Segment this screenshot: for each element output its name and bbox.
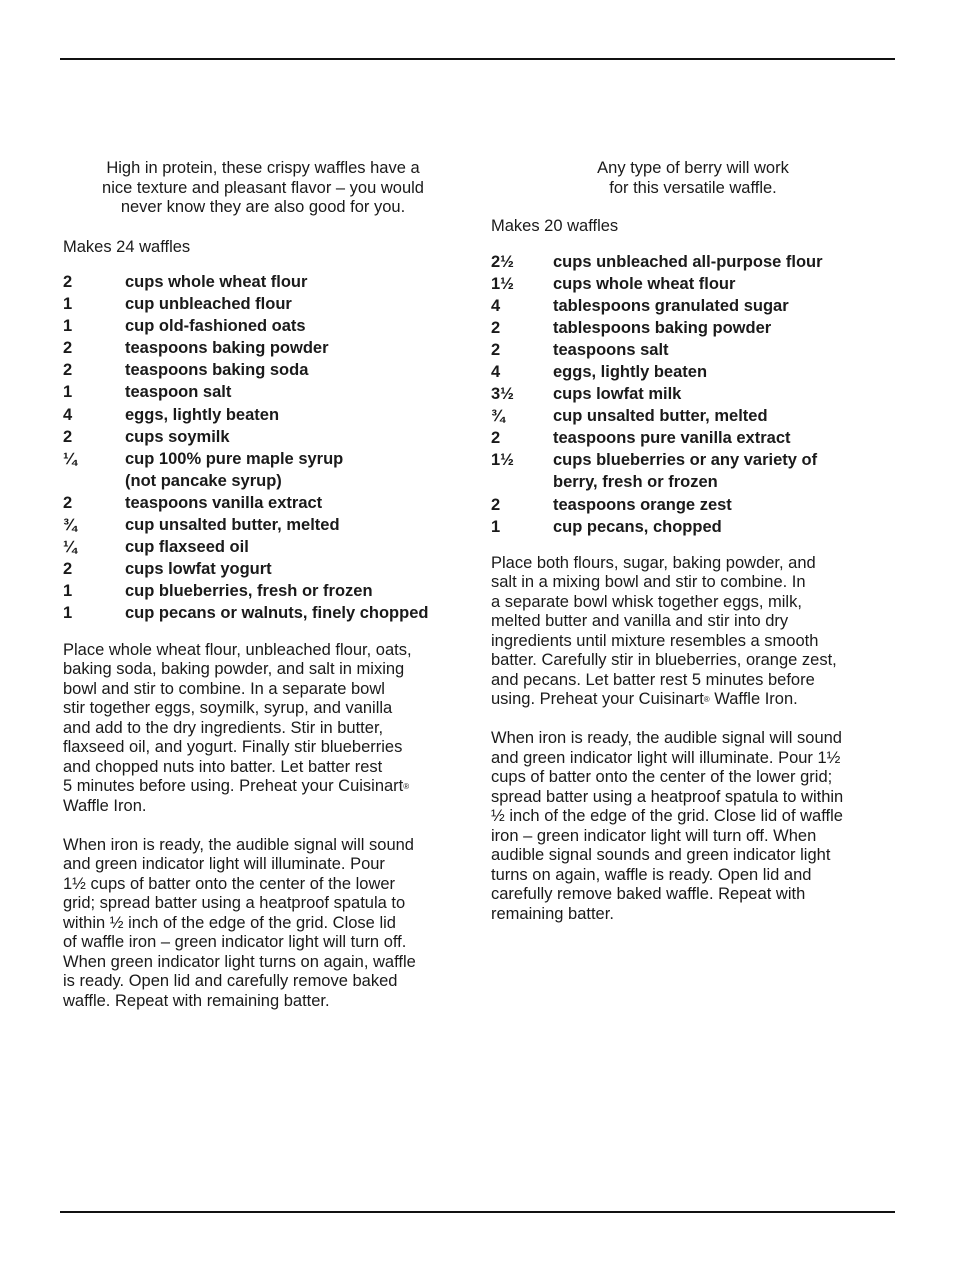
right-recipe-intro: Any type of berry will work for this versatile waffle. [597,159,789,197]
ingredient-name: cups lowfat milk [553,385,682,404]
ingredient-name: cup unsalted butter, melted [553,407,768,426]
ingredient-quantity: 2 [63,560,73,579]
ingredient-quantity: ¼ [63,449,77,468]
left-recipe-method-cook: When iron is ready, the audible signal will sound and green indicator light will illuminate. Pour 1½ cups of batter onto the center of the lower grid; spread batter using a heatproof spatula to within ½ inch of the edge of the grid. Close lid of waffle iron – green indicator light will turn off. When green indicator light turns on again, waffle is ready. Open lid and carefully remove baked waffle. Repeat with remaining batter. [63,835,416,1010]
ingredient-quantity: 1 [491,517,501,536]
ingredient-name: tablespoons granulated sugar [553,296,789,315]
ingredient-row [491,516,895,538]
ingredient-quantity: ¾ [491,407,505,426]
right-method-prep-text: Place both flours, sugar, baking powder, and salt in a mixing bowl and stir to combine. In a separate bowl whisk together eggs, milk, melted butter and vanilla and stir into dry ingredients until mixture resembles a smooth batter. Carefully stir in blueberries, orange zest, and pecans. Let batter rest 5 minutes before using. Preheat your Cuisinart [491,553,837,709]
left-recipe-method-prep [63,641,463,817]
ingredient-name: tablespoons baking powder [553,318,772,337]
registered-mark: ® [703,695,710,705]
ingredient-quantity: 2 [63,427,73,446]
right-recipe-method-prep [491,554,895,710]
ingredient-quantity: 2 [63,273,73,291]
right-ingredient-list [491,251,895,538]
ingredient-row [491,494,895,516]
ingredient-name: teaspoons salt [553,340,669,359]
ingredient-quantity: ¾ [63,516,77,535]
ingredient-quantity: 2 [63,339,73,358]
ingredient-name: cup 100% pure maple syrup (not pancake syrup) [125,449,344,490]
ingredient-row [63,602,463,624]
ingredient-quantity: 1 [63,582,73,601]
ingredient-quantity: 1½ [491,274,514,293]
ingredient-row [63,381,463,403]
ingredient-quantity: 4 [63,405,73,424]
ingredient-row [63,337,463,359]
ingredient-name: teaspoon salt [125,383,232,402]
ingredient-row [63,404,463,426]
ingredient-quantity: 3½ [491,385,514,404]
left-method-prep-text-end: Waffle Iron. [63,796,147,815]
ingredient-quantity: 2½ [491,252,514,271]
ingredient-row [63,271,463,293]
ingredient-name: cup unsalted butter, melted [125,516,340,535]
ingredient-name: cup flaxseed oil [125,538,249,557]
right-recipe-method-cook: When iron is ready, the audible signal will sound and green indicator light will illuminate. Pour 1½ cups of batter onto the center of the lower grid; spread batter using a heatproof spatula to within ½ inch of the edge of the grid. Close lid of waffle iron – green indicator light will turn off. When audible signal sounds and green indicator light turns on again, waffle is ready. Open lid and carefully remove baked waffle. Repeat with remaining batter. [491,729,844,923]
ingredient-name: cups whole wheat flour [125,273,308,291]
right-recipe-column [491,159,895,944]
ingredient-name: cups unbleached all-purpose flour [553,252,823,271]
ingredient-name: cups blueberries or any variety of berry, fresh or frozen [553,451,818,492]
ingredient-row [491,339,895,361]
bottom-rule [60,1211,895,1213]
ingredient-row [491,405,895,427]
ingredient-name: teaspoons baking soda [125,361,309,380]
ingredient-row [491,427,895,449]
right-method-prep-text-end: Waffle Iron. [709,690,798,709]
left-method-prep-text: Place whole wheat flour, unbleached flour, oats, baking soda, baking powder, and salt in mixing bowl and stir to combine. In a separate bowl stir together eggs, soymilk, syrup, and vanilla and add to the dry ingredients. Stir in butter, flaxseed oil, and yogurt. Finally stir blueberries and chopped nuts into batter. Let batter rest 5 minutes before using. Preheat your Cuisinart [63,640,412,795]
ingredient-row [63,315,463,337]
ingredient-row [63,558,463,580]
ingredient-name: teaspoons vanilla extract [125,493,323,512]
ingredient-quantity: 2 [491,340,501,359]
ingredient-quantity: 2 [63,493,73,512]
ingredient-quantity: 2 [63,361,73,380]
ingredient-name: cup pecans or walnuts, finely chopped [125,604,429,623]
ingredient-row [63,359,463,381]
ingredient-quantity: 4 [491,296,501,315]
ingredient-name: teaspoons pure vanilla extract [553,429,791,448]
left-recipe-yield: Makes 24 waffles [63,237,191,256]
ingredient-quantity: 1 [63,317,73,336]
ingredient-quantity: 2 [491,318,501,337]
ingredient-row [63,536,463,558]
left-recipe-column [63,159,463,1031]
ingredient-name: eggs, lightly beaten [125,405,280,424]
ingredient-row [491,361,895,383]
registered-mark: ® [403,782,410,791]
left-recipe-intro: High in protein, these crispy waffles have a nice texture and pleasant flavor – you would never know they are also good for you. [102,159,424,216]
ingredient-row [63,293,463,315]
ingredient-name: cup old-fashioned oats [125,317,306,336]
ingredient-name: cup pecans, chopped [553,517,722,536]
ingredient-name: teaspoons baking powder [125,339,329,358]
ingredient-row [63,426,463,448]
right-recipe-yield: Makes 20 waffles [491,217,619,235]
ingredient-row [63,448,463,492]
ingredient-name: teaspoons orange zest [553,495,732,514]
ingredient-row [63,492,463,514]
ingredient-name: cup unbleached flour [125,295,292,314]
ingredient-row [491,295,895,317]
ingredient-name: cups lowfat yogurt [125,560,272,579]
ingredient-row [491,449,895,493]
ingredient-row [63,514,463,536]
ingredient-name: eggs, lightly beaten [553,362,708,381]
ingredient-quantity: 1 [63,295,73,314]
ingredient-quantity: 2 [491,429,501,448]
ingredient-quantity: 1 [63,383,73,402]
left-ingredient-list [63,271,463,625]
ingredient-name: cup blueberries, fresh or frozen [125,582,373,601]
ingredient-quantity: 2 [491,495,501,514]
ingredient-row [491,273,895,295]
ingredient-quantity: 4 [491,362,501,381]
ingredient-row [491,317,895,339]
ingredient-name: cups soymilk [125,427,230,446]
ingredient-row [63,580,463,602]
ingredient-row [491,383,895,405]
top-rule [60,58,895,60]
ingredient-quantity: 1½ [491,451,514,470]
ingredient-row [491,251,895,273]
ingredient-name: cups whole wheat flour [553,274,736,293]
ingredient-quantity: ¼ [63,538,77,557]
ingredient-quantity: 1 [63,604,73,623]
